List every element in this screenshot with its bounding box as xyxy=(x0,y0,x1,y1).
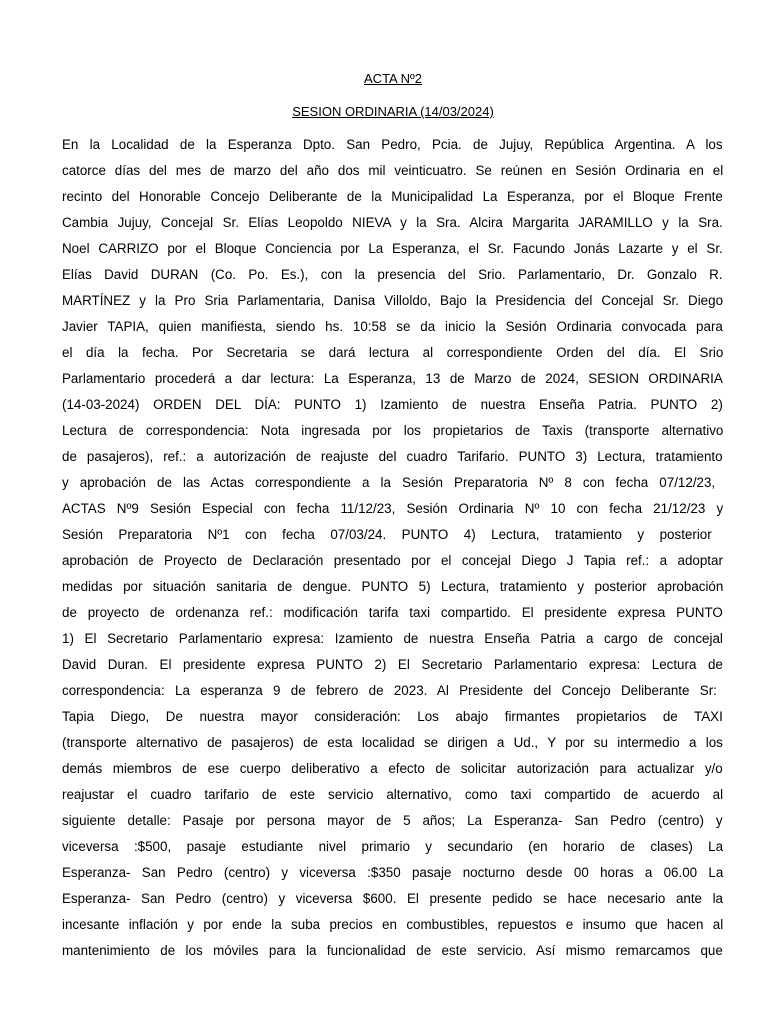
body-line: incesante inflación y por ende la suba precios en combustibles, repuestos e insumo que hacen al xyxy=(62,917,724,932)
body-line: (14-03-2024) ORDEN DEL DÍA: PUNTO 1) Izamiento de nuestra Enseña Patria. PUNTO 2) xyxy=(62,397,723,412)
document-title: ACTA Nº2 xyxy=(364,71,422,86)
body-line: recinto del Honorable Concejo Deliberante de la Municipalidad La Esperanza, por el Bloque Frente xyxy=(62,189,723,204)
body-line: catorce días del mes de marzo del año dos mil veinticuatro. Se reúnen en Sesión Ordinaria en el xyxy=(62,163,724,178)
body-line: Parlamentario procederá a dar lectura: La Esperanza, 13 de Marzo de 2024, SESION ORDINARIA xyxy=(62,371,723,386)
body-line: siguiente detalle: Pasaje por persona mayor de 5 años; La Esperanza- San Pedro (centro) y xyxy=(62,813,723,828)
body-line: aprobación de Proyecto de Declaración presentado por el concejal Diego J Tapia ref.: a adoptar xyxy=(62,553,723,568)
body-line: Esperanza- San Pedro (centro) y viceversa $600. El presente pedido se hace necesario ante la xyxy=(62,891,724,906)
body-line: y aprobación de las Actas correspondiente a la Sesión Preparatoria Nº 8 con fecha 07/12/23, xyxy=(62,475,716,490)
document-body xyxy=(62,136,723,968)
body-line: Sesión Preparatoria Nº1 con fecha 07/03/24. PUNTO 4) Lectura, tratamiento y posterior xyxy=(62,527,712,542)
body-line: mantenimiento de los móviles para la funcionalidad de este servicio. Así mismo remarcamos que xyxy=(62,943,723,958)
body-line: MARTÍNEZ y la Pro Sria Parlamentaria, Danisa Villoldo, Bajo la Presidencia del Concejal Sr. Diego xyxy=(62,293,724,308)
document-subtitle: SESION ORDINARIA (14/03/2024) xyxy=(292,104,494,119)
body-line: de proyecto de ordenanza ref.: modificación tarifa taxi compartido. El presidente expresa PUNTO xyxy=(62,605,723,620)
body-line: correspondencia: La esperanza 9 de febrero de 2023. Al Presidente del Concejo Deliberante Sr: xyxy=(62,683,717,698)
body-line: (transporte alternativo de pasajeros) de esta localidad se dirigen a Ud., Y por su intermedio a los xyxy=(62,735,723,750)
body-line: Elías David DURAN (Co. Po. Es.), con la presencia del Srio. Parlamentario, Dr. Gonzalo R. xyxy=(62,267,723,282)
body-line: 1) El Secretario Parlamentario expresa: Izamiento de nuestra Enseña Patria a cargo de concejal xyxy=(62,631,723,646)
body-line: David Duran. El presidente expresa PUNTO 2) El Secretario Parlamentario expresa: Lectura de xyxy=(62,657,723,672)
body-line: Tapia Diego, De nuestra mayor consideración: Los abajo firmantes propietarios de TAXI xyxy=(62,709,723,724)
body-line: Cambia Jujuy, Concejal Sr. Elías Leopoldo NIEVA y la Sra. Alcira Margarita JARAMILLO y la Sra. xyxy=(62,215,723,230)
body-line: En la Localidad de la Esperanza Dpto. San Pedro, Pcia. de Jujuy, República Argentina. A los xyxy=(62,137,723,152)
body-line: ACTAS Nº9 Sesión Especial con fecha 11/12/23, Sesión Ordinaria Nº 10 con fecha 21/12/23 y xyxy=(62,501,724,516)
body-line: Esperanza- San Pedro (centro) y viceversa :$350 pasaje nocturno desde 00 horas a 06.00 La xyxy=(62,865,724,880)
body-line: el día la fecha. Por Secretaria se dará lectura al correspondiente Orden del día. El Srio xyxy=(62,345,724,360)
body-line: Javier TAPIA, quien manifiesta, siendo hs. 10:58 se da inicio la Sesión Ordinaria convocada para xyxy=(62,319,723,334)
body-line: de pasajeros), ref.: a autorización de reajuste del cuadro Tarifario. PUNTO 3) Lectura, tratamiento xyxy=(62,449,723,464)
body-line: demás miembros de ese cuerpo deliberativo a efecto de solicitar autorización para actualizar y/o xyxy=(62,761,723,776)
body-line: viceversa :$500, pasaje estudiante nivel primario y secundario (en horario de clases) La xyxy=(62,839,724,854)
body-line: Lectura de correspondencia: Nota ingresada por los propietarios de Taxis (transporte alternativo xyxy=(62,423,724,438)
body-line: reajustar el cuadro tarifario de este servicio alternativo, como taxi compartido de acuerdo al xyxy=(62,787,724,802)
body-line: Noel CARRIZO por el Bloque Conciencia por La Esperanza, el Sr. Facundo Jonás Lazarte y el Sr. xyxy=(62,241,723,256)
body-line: medidas por situación sanitaria de dengue. PUNTO 5) Lectura, tratamiento y posterior aprobación xyxy=(62,579,724,594)
